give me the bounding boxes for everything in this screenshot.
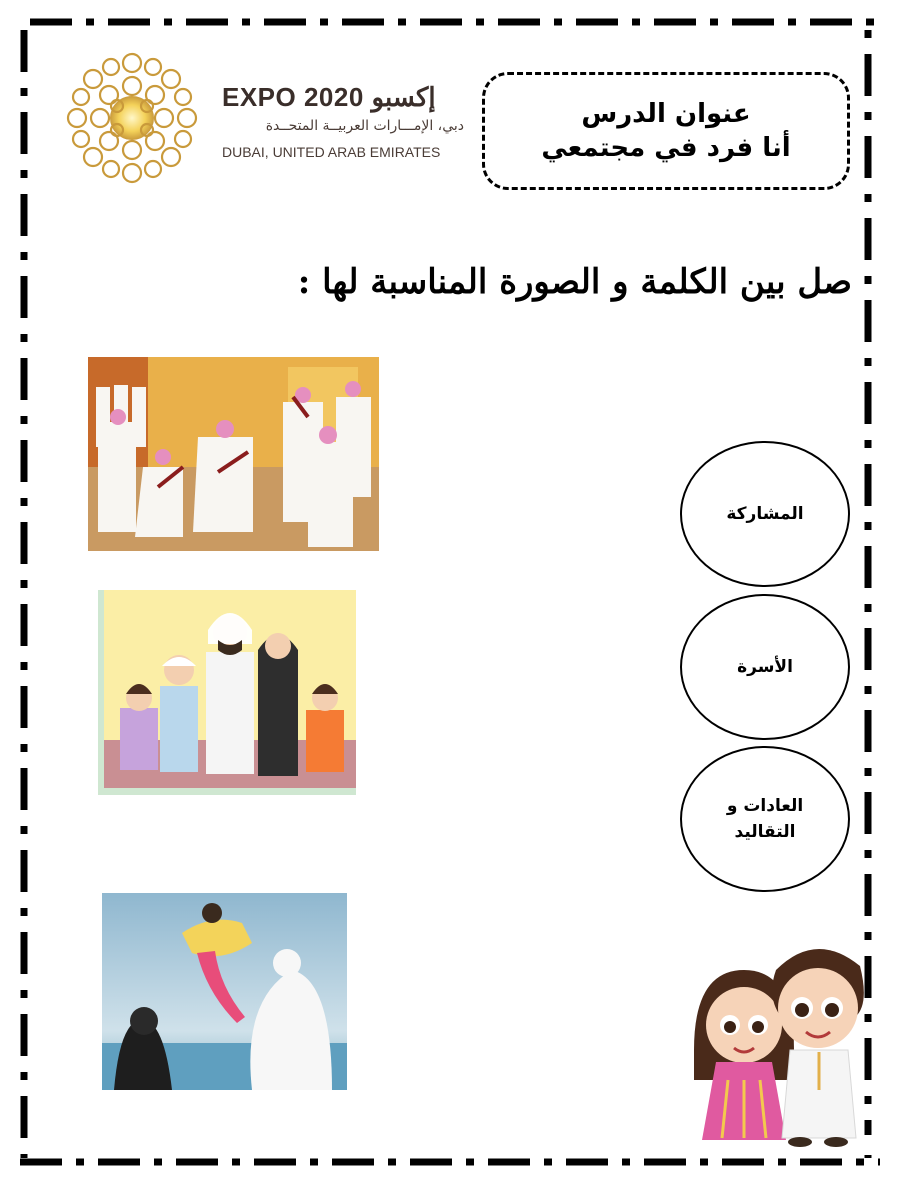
- lesson-title-box: [482, 72, 850, 190]
- word-participation[interactable]: المشاركة: [680, 441, 850, 587]
- word-customs-traditions[interactable]: العادات و التقاليد: [680, 746, 850, 892]
- expo-subtitle-arabic: دبي، الإمـــارات العربيــة المتحــدة: [265, 118, 464, 134]
- lesson-title: أنا فرد في مجتمعي: [541, 133, 791, 163]
- family-cartoon-illustration[interactable]: [98, 590, 356, 795]
- lesson-heading: عنوان الدرس: [581, 99, 751, 129]
- traditional-dance-photo[interactable]: [88, 357, 379, 551]
- expo-title: EXPO 2020 إكسبو: [222, 82, 436, 112]
- emirati-children-cartoon: [672, 930, 884, 1155]
- expo-subtitle-english: DUBAI, UNITED ARAB EMIRATES: [222, 144, 441, 160]
- exercise-instruction: صل بين الكلمة و الصورة المناسبة لها :: [297, 262, 852, 302]
- expo-flower-icon: [62, 48, 202, 188]
- expo-logo: [62, 48, 482, 198]
- father-daughter-beach-photo[interactable]: [102, 893, 347, 1090]
- word-family[interactable]: الأسرة: [680, 594, 850, 740]
